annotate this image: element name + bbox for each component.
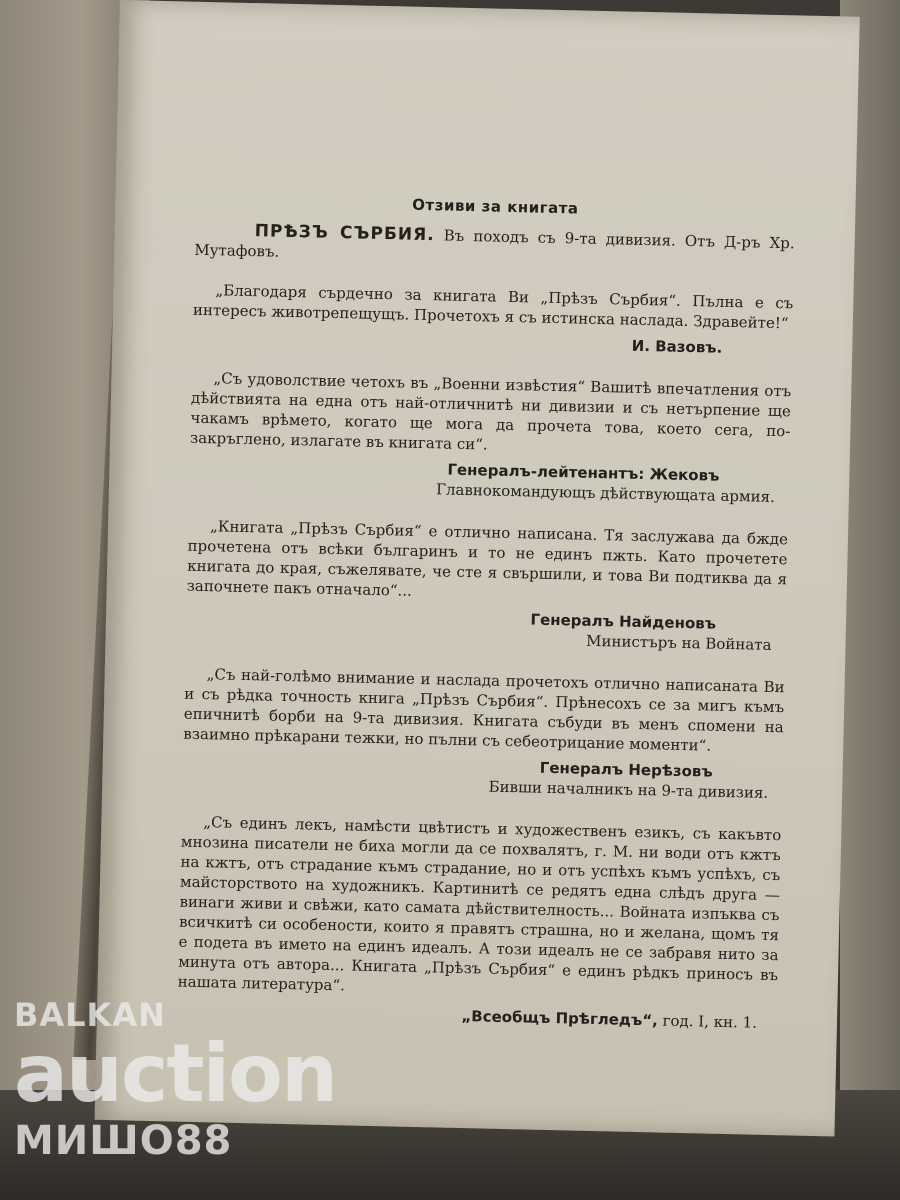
watermark-line-3: МИШО88 — [14, 1118, 233, 1164]
review-text: „Книгата „Прѣзъ Сърбия“ е отлично написана. Тя заслужава да бжде прочетена отъ всѣки българинъ и то не единъ пжть. Като прочетете книгата до края, съжелявате, че сте я свършили, и това Ви подтиква да я започнете пакъ отначало“... — [186, 517, 789, 600]
review-author: Генералъ Найденовъ — [530, 610, 717, 633]
review-text: „Съ единъ лекъ, намѣсти цвѣтистъ и художественъ езикъ, съ какъвто мнозина писатели не биха могли да се похвалятъ, г. М. ни води отъ кжтъ на кжтъ, отъ страдание къмъ страдание, но и отъ успѣхъ къмъ успѣхъ, съ майсторството на художникъ. Картинитѣ се редятъ една слѣдъ друга — винаги живи и свѣжи, като самата дѣйствителность... Войната изпъква съ всичкитѣ си особености, които я правятъ страшна, но и желана, щомъ тя е подета въ името на единъ идеалъ. А този идеалъ не се забравя нито за минута отъ автора... Книгата „Прѣзъ Сърбия“ е единъ рѣдкъ приносъ въ нашата литература“. — [177, 813, 782, 995]
review-text: „Съ най-голѣмо внимание и наслада прочетохъ отлично написаната Ви и съ рѣдка точность книга „Прѣзъ Сърбия“. Прѣнесохъ се за мигъ къмъ епичнитѣ борби на 9-та дивизия. Книгата събуди въ менъ спомени на взаимно прѣкарани тежки, но пълни съ себеотрицание моменти“. — [183, 665, 785, 755]
review-author: И. Вазовъ. — [631, 336, 723, 357]
book-subtitle: Въ походъ съ 9-та дивизия. Отъ Д-ръ Хр. Мутафовъ. — [194, 226, 795, 261]
review-author: Генералъ-лейтенантъ: Жековъ — [447, 460, 720, 485]
review-text: „Съ удоволствие четохъ въ „Военни извѣстия“ Вашитѣ впечатления отъ дѣйствията на една отъ най-отличнитѣ ни дивизии и съ нетърпение ще чакамъ врѣмето, когато ще мога да прочета това, което сега, по-закръглено, излагате въ книгата си“. — [189, 369, 792, 454]
book-title: ПРѢЗЪ СЪРБИЯ. — [254, 221, 435, 246]
review-author-role: Министъръ на Войната — [585, 631, 772, 654]
watermark-line-1: BALKAN — [14, 996, 166, 1034]
source-name: „Всеобщъ Прѣгледъ“, — [461, 1007, 659, 1030]
watermark-logo — [14, 996, 434, 1186]
review-author: Генералъ Нерѣзовъ — [539, 758, 713, 781]
review-block — [192, 280, 793, 360]
watermark-line-2: auction — [14, 1027, 336, 1120]
review-block — [189, 368, 792, 508]
review-block — [185, 516, 788, 656]
review-author-role: Бивши началникъ на 9-та дивизия. — [488, 777, 769, 802]
page-heading: Отзиви за книгата — [412, 195, 579, 218]
book-intro — [194, 220, 795, 274]
review-block — [182, 664, 785, 804]
review-author-role: Главнокомандующъ дѣйствующата армия. — [435, 480, 776, 506]
book-page — [95, 0, 860, 1137]
review-text: „Благодаря сърдечно за книгата Ви „Прѣзъ Сърбия“. Пълна е съ интересъ животрепещущъ. Прочетохъ я съ истинска наслада. Здравейте!“ — [192, 281, 794, 333]
source-issue: год. I, кн. 1. — [657, 1011, 758, 1032]
page-content — [176, 190, 795, 1055]
